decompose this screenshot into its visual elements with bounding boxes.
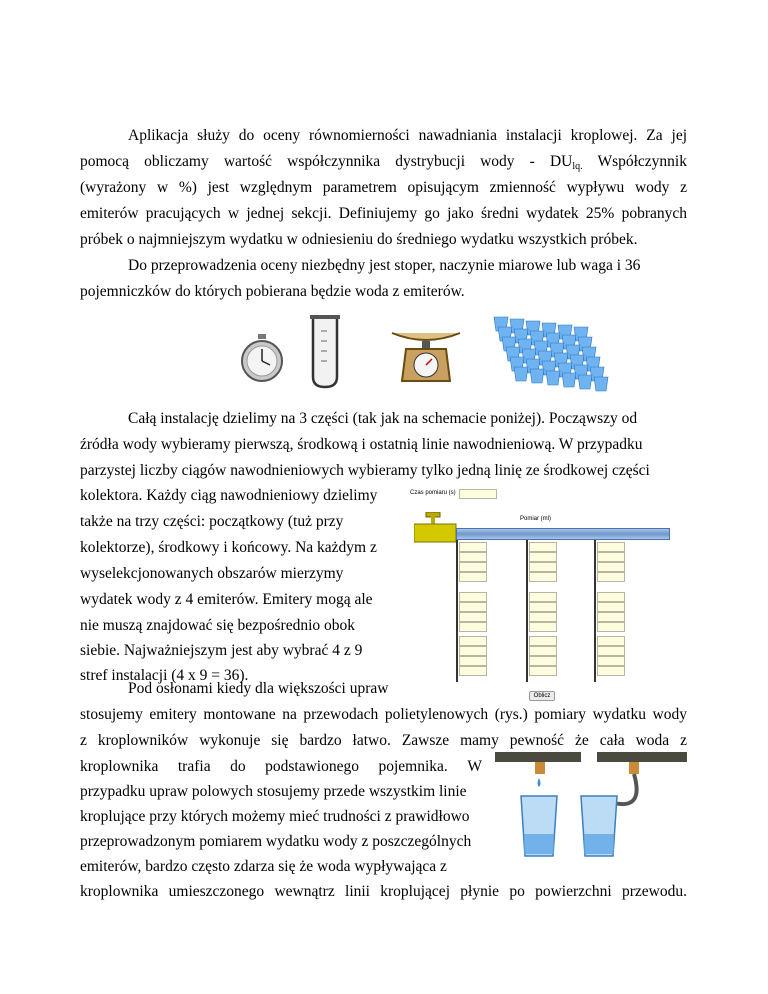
p4-line3: z kroplowników wykonuje się bardzo łatwo. Zawsze mamy pewność że cała woda z bbox=[80, 732, 687, 749]
measure-input[interactable] bbox=[459, 622, 487, 632]
measure-input[interactable] bbox=[459, 552, 487, 562]
measure-input[interactable] bbox=[597, 602, 625, 612]
measure-label: Pomiar (ml) bbox=[520, 516, 551, 522]
drip-line bbox=[526, 540, 528, 682]
measure-input[interactable] bbox=[529, 562, 557, 572]
p1-line2 bbox=[80, 152, 687, 177]
p3-line4: kolektora. Każdy ciąg nawodnieniowy dzielimy bbox=[80, 487, 378, 504]
cup-shape bbox=[594, 377, 608, 391]
p3-line8: wydatek wody z 4 emiterów. Emitery mogą ale bbox=[80, 591, 373, 608]
p4-word: podstawionego bbox=[265, 758, 359, 775]
measure-input[interactable] bbox=[529, 612, 557, 622]
measure-input[interactable] bbox=[459, 592, 487, 602]
measure-input[interactable] bbox=[597, 622, 625, 632]
p4-word: pojemnika. bbox=[378, 758, 448, 775]
stopwatch-icon bbox=[238, 332, 286, 384]
measure-input[interactable] bbox=[529, 542, 557, 552]
measure-input[interactable] bbox=[459, 572, 487, 582]
measure-input[interactable] bbox=[529, 572, 557, 582]
measure-input[interactable] bbox=[597, 562, 625, 572]
cup-shape bbox=[546, 371, 560, 385]
p4-line8: emiterów, bardzo często zdarza się że woda wypływająca z bbox=[80, 858, 447, 875]
measure-input[interactable] bbox=[529, 666, 557, 676]
calculate-button[interactable]: Oblicz bbox=[529, 691, 555, 701]
p1-line5: próbek o najmniejszym wydatku w odniesieniu do średniego wydatku wszystkich próbek. bbox=[80, 231, 638, 248]
p4-line5: przypadku upraw polowych stosujemy przede wszystkim linie bbox=[80, 783, 467, 800]
p1-line2-post: Współczynnik bbox=[582, 153, 687, 170]
cup-shape bbox=[578, 375, 592, 389]
p1-line3: (wyrażony w %) jest względnym parametrem opisującym zmienność wypływu wody z bbox=[80, 179, 687, 196]
measure-input[interactable] bbox=[529, 602, 557, 612]
p2-line1: Do przeprowadzenia oceny niezbędny jest stoper, naczynie miarowe lub waga i 36 bbox=[128, 257, 641, 274]
cup-shape bbox=[514, 367, 528, 381]
p4-line1: Pod osłonami kiedy dla większości upraw bbox=[128, 680, 389, 697]
measure-input[interactable] bbox=[529, 656, 557, 666]
p4-word: W bbox=[467, 758, 482, 775]
measure-input[interactable] bbox=[459, 612, 487, 622]
measure-input[interactable] bbox=[597, 552, 625, 562]
p4-line7: przeprowadzonym pomiarem wydatku wody z poszczególnych bbox=[80, 833, 472, 850]
du-subscript: lq. bbox=[572, 161, 583, 172]
measure-input[interactable] bbox=[597, 646, 625, 656]
app-screenshot bbox=[398, 484, 688, 702]
p1-line1: Aplikacja służy do oceny równomierności nawadniania instalacji kroplowej. Za jej bbox=[128, 127, 687, 144]
p3-line6: kolektorze), środkowy i końcowy. Na każdym z bbox=[80, 539, 377, 556]
measure-input[interactable] bbox=[529, 592, 557, 602]
measure-input[interactable] bbox=[459, 636, 487, 646]
measure-input[interactable] bbox=[597, 666, 625, 676]
measure-input[interactable] bbox=[529, 552, 557, 562]
dripper-illustration bbox=[495, 752, 687, 862]
measure-input[interactable] bbox=[529, 622, 557, 632]
p4-word: kroplownika bbox=[80, 758, 159, 775]
p3-line7: wyselekcjonowanych obszarów mierzymy bbox=[80, 565, 344, 582]
p1-line4: emiterów pracujących w jednej sekcji. Definiujemy go jako średni wydatek 25% pobranych bbox=[80, 205, 687, 222]
p3-line2: źródła wody wybieramy pierwszą, środkową i ostatnią linie nawodnieniową. W przypadku bbox=[80, 436, 643, 453]
measure-input[interactable] bbox=[459, 656, 487, 666]
cup-shape bbox=[530, 369, 544, 383]
p3-line3: parzystej liczby ciągów nawodnieniowych wybieramy tylko jedną linię ze środkowej części bbox=[80, 462, 650, 479]
measure-input[interactable] bbox=[459, 562, 487, 572]
measuring-cylinder-icon bbox=[305, 313, 345, 391]
p3-line10: siebie. Najważniejszym jest aby wybrać 4 z 9 bbox=[80, 642, 363, 659]
p4-line2: stosujemy emitery montowane na przewodach polietylenowych (rys.) pomiary wydatku wody bbox=[80, 706, 687, 723]
measure-input[interactable] bbox=[459, 542, 487, 552]
p4-line6: kroplujące przy których możemy mieć trudności z prawidłowo bbox=[80, 808, 470, 825]
cup-shape bbox=[562, 373, 576, 387]
measure-input[interactable] bbox=[459, 602, 487, 612]
p3-line9: nie muszą znajdować się bezpośrednio obok bbox=[80, 617, 356, 634]
measure-input[interactable] bbox=[529, 646, 557, 656]
p2-line2: pojemniczków do których pobierana będzie woda z emiterów. bbox=[80, 283, 465, 300]
measure-input[interactable] bbox=[597, 656, 625, 666]
drip-line bbox=[594, 540, 596, 682]
drip-lines-area bbox=[398, 484, 688, 702]
measure-input[interactable] bbox=[459, 646, 487, 656]
measure-input[interactable] bbox=[597, 636, 625, 646]
p4-word: do bbox=[230, 758, 246, 775]
measure-input[interactable] bbox=[459, 666, 487, 676]
drip-line bbox=[456, 540, 458, 682]
p1-line2-pre: pomocą obliczamy wartość współczynnika dystrybucji wody - DU bbox=[80, 153, 573, 170]
cups-icon bbox=[492, 315, 620, 395]
kitchen-scale-icon bbox=[388, 327, 464, 383]
measure-input[interactable] bbox=[597, 592, 625, 602]
p4-word: trafia bbox=[177, 758, 211, 775]
measure-input[interactable] bbox=[529, 636, 557, 646]
measure-input[interactable] bbox=[597, 542, 625, 552]
p3-line5: także na trzy części: początkowy (tuż przy bbox=[80, 513, 344, 530]
p4-line9: kroplownika umieszczonego wewnątrz linii kroplującej płynie po powierzchni przewodu. bbox=[80, 883, 687, 900]
p3-line11: stref instalacji (4 x 9 = 36). bbox=[80, 667, 249, 684]
p3-line1: Całą instalację dzielimy na 3 części (tak jak na schemacie poniżej). Począwszy od bbox=[128, 410, 638, 427]
p4-line4 bbox=[80, 757, 482, 777]
measure-input[interactable] bbox=[597, 572, 625, 582]
measure-input[interactable] bbox=[597, 612, 625, 622]
time-label: Czas pomiaru (s) bbox=[410, 490, 456, 496]
